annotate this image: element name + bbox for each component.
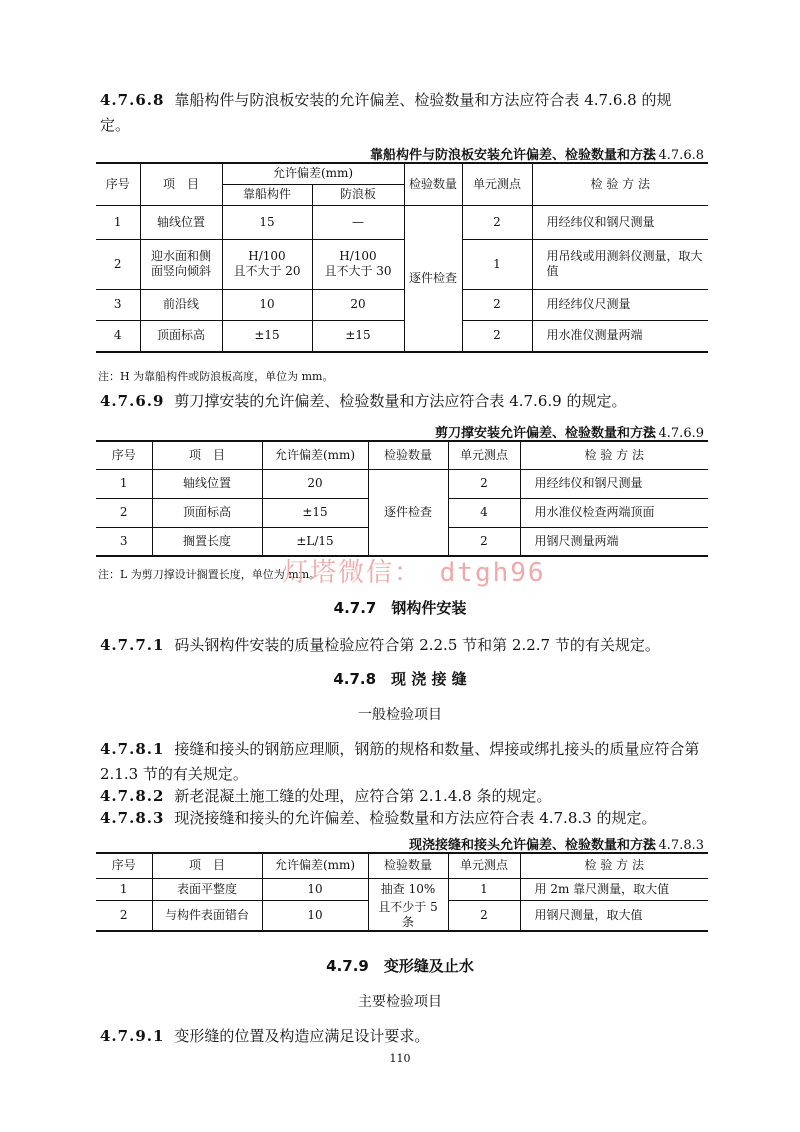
- cell-item-line-2: 面竖向倾斜: [150, 264, 211, 278]
- cell-item: [140, 239, 222, 289]
- cell-method: 用钢尺测量，取大值: [520, 900, 708, 931]
- cell-value-1-line-2: 且不大于 20: [233, 264, 301, 278]
- table-number: 表 4.7.8.3: [641, 838, 704, 853]
- header-item: 项 目: [140, 163, 222, 205]
- cell-quantity: 逐件检查: [368, 469, 448, 556]
- clause-4-7-6-8: [100, 88, 700, 138]
- header-points: 单元测点: [448, 853, 520, 878]
- cell-seq: 2: [96, 239, 140, 289]
- cell-points: 1: [448, 878, 520, 900]
- cell-quantity: 抽查 10%: [368, 878, 448, 900]
- table-row: [96, 900, 708, 931]
- clause-text: 码头钢构件安装的质量检验应符合第 2.2.5 节和第 2.2.7 节的有关规定。: [174, 636, 660, 654]
- clause-text: 新老混凝土施工缝的处理，应符合第 2.1.4.8 条的规定。: [174, 787, 552, 805]
- cell-points: 2: [448, 527, 520, 556]
- table-title: 剪刀撑安装允许偏差、检验数量和方法: [434, 426, 656, 441]
- cell-value-1: ±15: [222, 320, 312, 352]
- table-number: 表 4.7.6.8: [641, 148, 704, 163]
- cell-value-2: ±15: [312, 320, 404, 352]
- section-heading-4-7-7: 4.7.7 钢构件安装: [333, 599, 467, 617]
- clause-text: 变形缝的位置及构造应满足设计要求。: [174, 1027, 430, 1045]
- subsection-heading: 一般检验项目: [358, 707, 442, 723]
- header-item: 项 目: [152, 853, 262, 878]
- table-4-7-6-9: [96, 440, 708, 557]
- table-row: [96, 878, 708, 900]
- cell-item: 轴线位置: [140, 205, 222, 239]
- cell-method: 用经纬仪和钢尺测量: [520, 469, 708, 498]
- cell-value-2-line-1: H/100: [339, 249, 377, 263]
- cell-value-2-line-2: 且不大于 30: [324, 264, 392, 278]
- header-sub-2: 防浪板: [312, 184, 404, 205]
- cell-seq: 3: [96, 527, 152, 556]
- cell-points: 2: [462, 205, 532, 239]
- table-row: [96, 239, 708, 289]
- cell-method: 用 2m 靠尺测量，取大值: [520, 878, 708, 900]
- table-row: [96, 205, 708, 239]
- cell-item: 前沿线: [140, 289, 222, 320]
- cell-points: 2: [448, 900, 520, 931]
- header-quantity: 检验数量: [368, 441, 448, 469]
- cell-item: 顶面标高: [140, 320, 222, 352]
- clause-number: 4.7.6.8: [100, 91, 165, 109]
- cell-item: 顶面标高: [152, 498, 262, 527]
- cell-method: 用经纬仪尺测量: [532, 289, 708, 320]
- cell-seq: 1: [96, 469, 152, 498]
- cell-item: 表面平整度: [152, 878, 262, 900]
- cell-tolerance: 10: [262, 878, 368, 900]
- clause-text: 剪刀撑安装的允许偏差、检验数量和方法应符合表 4.7.6.9 的规定。: [174, 392, 627, 410]
- cell-value-1: 15: [222, 205, 312, 239]
- table-number: 表 4.7.6.9: [641, 426, 704, 441]
- clause-number: 4.7.8.3: [100, 809, 165, 827]
- cell-seq: 4: [96, 320, 140, 352]
- cell-points: 1: [462, 239, 532, 289]
- table-row: [96, 469, 708, 498]
- clause-number: 4.7.6.9: [100, 392, 165, 410]
- clause-number: 4.7.9.1: [100, 1027, 165, 1045]
- cell-value-2: 20: [312, 289, 404, 320]
- clause-4-7-6-9: [100, 389, 700, 414]
- cell-value-1: 10: [222, 289, 312, 320]
- table-row: [96, 320, 708, 352]
- header-sub-1: 靠船构件: [222, 184, 312, 205]
- page-number: 110: [389, 1052, 411, 1065]
- cell-quantity: 且不少于 5 条: [368, 900, 448, 931]
- clause-text: 接缝和接头的钢筋应理顺，钢筋的规格和数量、焊接或绑扎接头的质量应符合第 2.1.3 节的有关规定。: [100, 740, 700, 783]
- header-seq: 序号: [96, 163, 140, 205]
- cell-item: 与构件表面错台: [152, 900, 262, 931]
- header-points: 单元测点: [462, 163, 532, 205]
- clause-text: 靠船构件与防浪板安装的允许偏差、检验数量和方法应符合表 4.7.6.8 的规定。: [100, 91, 672, 134]
- clause-number: 4.7.7.1: [100, 636, 165, 654]
- cell-points: 4: [448, 498, 520, 527]
- clause-4-7-7-1: [100, 633, 700, 658]
- table-title: 现浇接缝和接头允许偏差、检验数量和方法: [408, 838, 656, 853]
- header-quantity: 检验数量: [404, 163, 462, 205]
- cell-tolerance: 20: [262, 469, 368, 498]
- table-row: [96, 289, 708, 320]
- cell-points: 2: [448, 469, 520, 498]
- cell-item: 轴线位置: [152, 469, 262, 498]
- header-item: 项 目: [152, 441, 262, 469]
- section-heading-4-7-8: 4.7.8 现 浇 接 缝: [333, 670, 467, 688]
- table-title: 靠船构件与防浪板安装允许偏差、检验数量和方法: [369, 148, 656, 163]
- cell-quantity: 逐件检查: [404, 205, 462, 352]
- table-note: 注：L 为剪刀撑设计搁置长度，单位为 mm。: [98, 568, 321, 581]
- cell-seq: 2: [96, 498, 152, 527]
- table-4-7-6-8: [96, 162, 708, 353]
- cell-method: 用水准仪测量两端: [532, 320, 708, 352]
- header-method: 检 验 方 法: [520, 441, 708, 469]
- clause-number: 4.7.8.2: [100, 787, 165, 805]
- cell-method: 用钢尺测量两端: [520, 527, 708, 556]
- cell-item-line-1: 迎水面和侧: [150, 249, 211, 263]
- header-seq: 序号: [96, 441, 152, 469]
- cell-seq: 3: [96, 289, 140, 320]
- header-quantity: 检验数量: [368, 853, 448, 878]
- clause-4-7-8-1: [100, 737, 700, 787]
- cell-points: 2: [462, 320, 532, 352]
- cell-value-1-line-1: H/100: [248, 249, 286, 263]
- subsection-heading: 主要检验项目: [358, 994, 442, 1010]
- cell-points: 2: [462, 289, 532, 320]
- cell-seq: 2: [96, 900, 152, 931]
- cell-method: 用吊线或用测斜仪测量，取大值: [532, 239, 708, 289]
- cell-item: 搁置长度: [152, 527, 262, 556]
- table-note: 注：H 为靠船构件或防浪板高度，单位为 mm。: [98, 370, 334, 383]
- clause-4-7-8-3: [100, 806, 700, 831]
- cell-value-2: [312, 239, 404, 289]
- clause-text: 现浇接缝和接头的允许偏差、检验数量和方法应符合表 4.7.8.3 的规定。: [174, 809, 657, 827]
- cell-value-1: [222, 239, 312, 289]
- header-method: 检 验 方 法: [520, 853, 708, 878]
- header-tolerance: 允许偏差(mm): [222, 163, 404, 184]
- table-4-7-8-3: [96, 852, 708, 932]
- cell-tolerance: 10: [262, 900, 368, 931]
- cell-tolerance: ±L/15: [262, 527, 368, 556]
- clause-4-7-9-1: [100, 1024, 700, 1049]
- section-heading-4-7-9: 4.7.9 变形缝及止水: [326, 957, 474, 975]
- header-tolerance: 允许偏差(mm): [262, 853, 368, 878]
- header-seq: 序号: [96, 853, 152, 878]
- header-points: 单元测点: [448, 441, 520, 469]
- header-method: 检 验 方 法: [532, 163, 708, 205]
- cell-tolerance: ±15: [262, 498, 368, 527]
- cell-seq: 1: [96, 205, 140, 239]
- cell-value-2: —: [312, 205, 404, 239]
- clause-number: 4.7.8.1: [100, 740, 165, 758]
- cell-method: 用水准仪检查两端顶面: [520, 498, 708, 527]
- watermark: 灯塔微信： dtgh96: [282, 558, 546, 588]
- cell-seq: 1: [96, 878, 152, 900]
- cell-method: 用经纬仪和钢尺测量: [532, 205, 708, 239]
- header-tolerance: 允许偏差(mm): [262, 441, 368, 469]
